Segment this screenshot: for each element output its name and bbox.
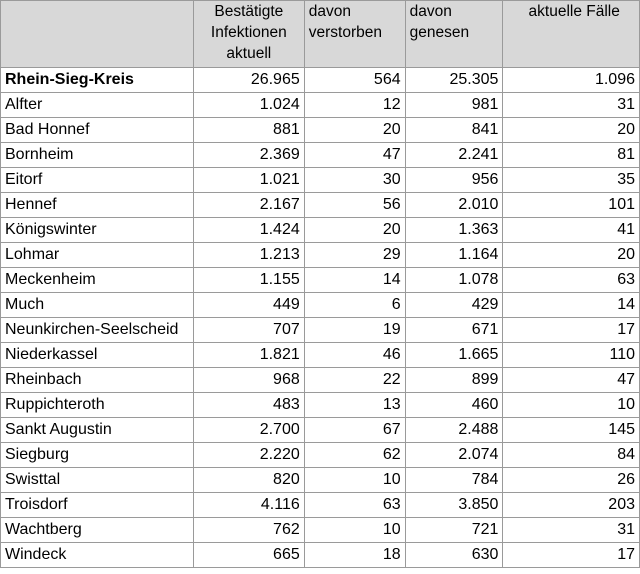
recovered-cell: 721 bbox=[405, 518, 503, 543]
header-row bbox=[1, 1, 640, 68]
table-row bbox=[1, 393, 640, 418]
recovered-cell: 2.241 bbox=[405, 143, 503, 168]
deceased-cell: 12 bbox=[304, 93, 405, 118]
municipality-cell: Swisttal bbox=[1, 468, 194, 493]
table-row bbox=[1, 343, 640, 368]
confirmed-cell: 2.167 bbox=[193, 193, 304, 218]
header-recovered: davon genesen bbox=[405, 1, 503, 68]
municipality-cell: Ruppichteroth bbox=[1, 393, 194, 418]
recovered-cell: 1.363 bbox=[405, 218, 503, 243]
deceased-cell: 29 bbox=[304, 243, 405, 268]
recovered-cell: 1.164 bbox=[405, 243, 503, 268]
current-cases-cell: 17 bbox=[503, 318, 640, 343]
municipality-cell: Wachtberg bbox=[1, 518, 194, 543]
recovered-cell: 671 bbox=[405, 318, 503, 343]
recovered-cell: 630 bbox=[405, 543, 503, 568]
current-cases-cell: 145 bbox=[503, 418, 640, 443]
table-row bbox=[1, 368, 640, 393]
confirmed-cell: 4.116 bbox=[193, 493, 304, 518]
table-row bbox=[1, 543, 640, 568]
deceased-cell: 13 bbox=[304, 393, 405, 418]
deceased-cell: 564 bbox=[304, 68, 405, 93]
table-row bbox=[1, 318, 640, 343]
table-row bbox=[1, 168, 640, 193]
municipality-cell: Eitorf bbox=[1, 168, 194, 193]
confirmed-cell: 881 bbox=[193, 118, 304, 143]
table-row bbox=[1, 418, 640, 443]
table-row bbox=[1, 218, 640, 243]
municipality-cell: Rheinbach bbox=[1, 368, 194, 393]
header-confirmed-infections: Bestätigte Infektionen aktuell bbox=[193, 1, 304, 68]
current-cases-cell: 31 bbox=[503, 518, 640, 543]
deceased-cell: 20 bbox=[304, 218, 405, 243]
header-deceased: davon verstorben bbox=[304, 1, 405, 68]
municipality-cell: Königswinter bbox=[1, 218, 194, 243]
table-row bbox=[1, 443, 640, 468]
deceased-cell: 14 bbox=[304, 268, 405, 293]
confirmed-cell: 1.155 bbox=[193, 268, 304, 293]
municipality-cell: Alfter bbox=[1, 93, 194, 118]
municipality-cell: Sankt Augustin bbox=[1, 418, 194, 443]
confirmed-cell: 820 bbox=[193, 468, 304, 493]
deceased-cell: 62 bbox=[304, 443, 405, 468]
deceased-cell: 6 bbox=[304, 293, 405, 318]
deceased-cell: 10 bbox=[304, 518, 405, 543]
table-row bbox=[1, 493, 640, 518]
confirmed-cell: 707 bbox=[193, 318, 304, 343]
confirmed-cell: 2.220 bbox=[193, 443, 304, 468]
deceased-cell: 22 bbox=[304, 368, 405, 393]
municipality-cell: Much bbox=[1, 293, 194, 318]
confirmed-cell: 2.700 bbox=[193, 418, 304, 443]
deceased-cell: 18 bbox=[304, 543, 405, 568]
current-cases-cell: 14 bbox=[503, 293, 640, 318]
deceased-cell: 30 bbox=[304, 168, 405, 193]
table-row bbox=[1, 118, 640, 143]
current-cases-cell: 110 bbox=[503, 343, 640, 368]
current-cases-cell: 17 bbox=[503, 543, 640, 568]
deceased-cell: 10 bbox=[304, 468, 405, 493]
deceased-cell: 19 bbox=[304, 318, 405, 343]
current-cases-cell: 31 bbox=[503, 93, 640, 118]
current-cases-cell: 63 bbox=[503, 268, 640, 293]
deceased-cell: 47 bbox=[304, 143, 405, 168]
recovered-cell: 981 bbox=[405, 93, 503, 118]
confirmed-cell: 1.424 bbox=[193, 218, 304, 243]
table-row bbox=[1, 293, 640, 318]
table-row bbox=[1, 193, 640, 218]
confirmed-cell: 26.965 bbox=[193, 68, 304, 93]
deceased-cell: 46 bbox=[304, 343, 405, 368]
header-municipality bbox=[1, 1, 194, 68]
deceased-cell: 20 bbox=[304, 118, 405, 143]
current-cases-cell: 84 bbox=[503, 443, 640, 468]
current-cases-cell: 41 bbox=[503, 218, 640, 243]
table-row bbox=[1, 143, 640, 168]
table-body bbox=[1, 68, 640, 568]
municipality-cell: Bornheim bbox=[1, 143, 194, 168]
recovered-cell: 956 bbox=[405, 168, 503, 193]
current-cases-cell: 81 bbox=[503, 143, 640, 168]
current-cases-cell: 26 bbox=[503, 468, 640, 493]
municipality-cell: Rhein-Sieg-Kreis bbox=[1, 68, 194, 93]
confirmed-cell: 968 bbox=[193, 368, 304, 393]
current-cases-cell: 20 bbox=[503, 118, 640, 143]
confirmed-cell: 1.213 bbox=[193, 243, 304, 268]
confirmed-cell: 1.821 bbox=[193, 343, 304, 368]
municipality-cell: Bad Honnef bbox=[1, 118, 194, 143]
recovered-cell: 3.850 bbox=[405, 493, 503, 518]
deceased-cell: 56 bbox=[304, 193, 405, 218]
table-row bbox=[1, 518, 640, 543]
confirmed-cell: 1.021 bbox=[193, 168, 304, 193]
recovered-cell: 1.078 bbox=[405, 268, 503, 293]
table-row bbox=[1, 93, 640, 118]
deceased-cell: 67 bbox=[304, 418, 405, 443]
recovered-cell: 1.665 bbox=[405, 343, 503, 368]
municipality-cell: Hennef bbox=[1, 193, 194, 218]
header-current-cases: aktuelle Fälle bbox=[503, 1, 640, 68]
confirmed-cell: 449 bbox=[193, 293, 304, 318]
current-cases-cell: 47 bbox=[503, 368, 640, 393]
municipality-cell: Meckenheim bbox=[1, 268, 194, 293]
deceased-cell: 63 bbox=[304, 493, 405, 518]
recovered-cell: 2.010 bbox=[405, 193, 503, 218]
recovered-cell: 460 bbox=[405, 393, 503, 418]
table-row bbox=[1, 268, 640, 293]
recovered-cell: 2.074 bbox=[405, 443, 503, 468]
current-cases-cell: 20 bbox=[503, 243, 640, 268]
table-row bbox=[1, 468, 640, 493]
current-cases-cell: 203 bbox=[503, 493, 640, 518]
confirmed-cell: 2.369 bbox=[193, 143, 304, 168]
recovered-cell: 429 bbox=[405, 293, 503, 318]
current-cases-cell: 1.096 bbox=[503, 68, 640, 93]
table-row bbox=[1, 243, 640, 268]
recovered-cell: 25.305 bbox=[405, 68, 503, 93]
confirmed-cell: 483 bbox=[193, 393, 304, 418]
municipality-cell: Niederkassel bbox=[1, 343, 194, 368]
municipality-cell: Neunkirchen-Seelscheid bbox=[1, 318, 194, 343]
recovered-cell: 784 bbox=[405, 468, 503, 493]
recovered-cell: 899 bbox=[405, 368, 503, 393]
confirmed-cell: 1.024 bbox=[193, 93, 304, 118]
table-row-total bbox=[1, 68, 640, 93]
municipality-cell: Troisdorf bbox=[1, 493, 194, 518]
table-header bbox=[1, 1, 640, 68]
current-cases-cell: 101 bbox=[503, 193, 640, 218]
current-cases-cell: 35 bbox=[503, 168, 640, 193]
current-cases-cell: 10 bbox=[503, 393, 640, 418]
confirmed-cell: 762 bbox=[193, 518, 304, 543]
recovered-cell: 2.488 bbox=[405, 418, 503, 443]
recovered-cell: 841 bbox=[405, 118, 503, 143]
municipality-cell: Lohmar bbox=[1, 243, 194, 268]
confirmed-cell: 665 bbox=[193, 543, 304, 568]
municipality-cell: Siegburg bbox=[1, 443, 194, 468]
municipality-cell: Windeck bbox=[1, 543, 194, 568]
